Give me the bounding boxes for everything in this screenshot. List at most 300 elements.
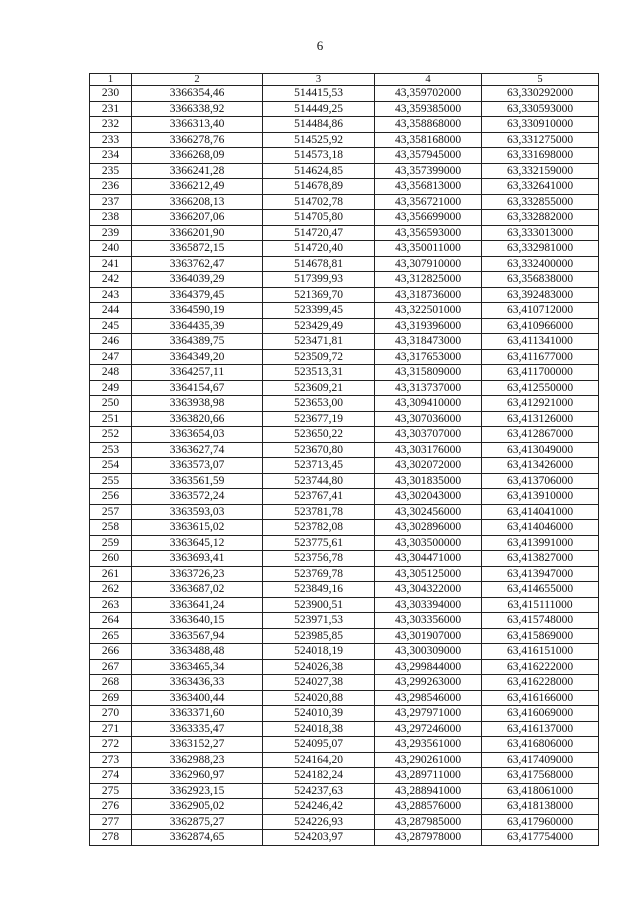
table-cell: 524010,39 xyxy=(263,706,375,722)
table-cell: 43,299844000 xyxy=(375,659,482,675)
table-cell: 524026,38 xyxy=(263,659,375,675)
table-cell: 63,417960000 xyxy=(482,814,599,830)
table-cell: 43,357945000 xyxy=(375,148,482,164)
table-cell: 43,287985000 xyxy=(375,814,482,830)
table-cell: 63,414655000 xyxy=(482,582,599,598)
table-cell: 514678,81 xyxy=(263,256,375,272)
table-cell: 43,359702000 xyxy=(375,86,482,102)
table-cell: 514525,92 xyxy=(263,132,375,148)
table-cell: 253 xyxy=(90,442,132,458)
table-cell: 63,332882000 xyxy=(482,210,599,226)
table-row xyxy=(90,241,599,257)
table-cell: 43,358168000 xyxy=(375,132,482,148)
table-cell: 523900,51 xyxy=(263,597,375,613)
table-row xyxy=(90,272,599,288)
table-cell: 236 xyxy=(90,179,132,195)
table-cell: 63,416228000 xyxy=(482,675,599,691)
table-cell: 3362905,02 xyxy=(132,799,263,815)
table-cell: 43,301907000 xyxy=(375,628,482,644)
table-cell: 63,412921000 xyxy=(482,396,599,412)
table-cell: 43,302896000 xyxy=(375,520,482,536)
table-row xyxy=(90,706,599,722)
table-cell: 43,301835000 xyxy=(375,473,482,489)
table-cell: 43,297971000 xyxy=(375,706,482,722)
coordinates-table xyxy=(89,73,599,846)
table-row xyxy=(90,613,599,629)
table-cell: 523985,85 xyxy=(263,628,375,644)
table-cell: 231 xyxy=(90,101,132,117)
table-cell: 63,413049000 xyxy=(482,442,599,458)
table-cell: 276 xyxy=(90,799,132,815)
table-row xyxy=(90,380,599,396)
table-cell: 514415,53 xyxy=(263,86,375,102)
table-cell: 274 xyxy=(90,768,132,784)
table-cell: 3363567,94 xyxy=(132,628,263,644)
table-cell: 63,416222000 xyxy=(482,659,599,675)
table-cell: 3364435,39 xyxy=(132,318,263,334)
table-cell: 43,288941000 xyxy=(375,783,482,799)
table-cell: 43,293561000 xyxy=(375,737,482,753)
table-cell: 273 xyxy=(90,752,132,768)
table-cell: 523429,49 xyxy=(263,318,375,334)
table-cell: 3366212,49 xyxy=(132,179,263,195)
table-cell: 258 xyxy=(90,520,132,536)
table-cell: 63,413706000 xyxy=(482,473,599,489)
table-cell: 266 xyxy=(90,644,132,660)
table-cell: 63,332855000 xyxy=(482,194,599,210)
table-cell: 63,333013000 xyxy=(482,225,599,241)
table-cell: 232 xyxy=(90,117,132,133)
table-cell: 3363615,02 xyxy=(132,520,263,536)
table-cell: 43,302456000 xyxy=(375,504,482,520)
table-cell: 63,332400000 xyxy=(482,256,599,272)
table-cell: 238 xyxy=(90,210,132,226)
table-row xyxy=(90,179,599,195)
table-cell: 245 xyxy=(90,318,132,334)
table-cell: 43,356699000 xyxy=(375,210,482,226)
table-row xyxy=(90,721,599,737)
table-cell: 43,302043000 xyxy=(375,489,482,505)
table-cell: 43,322501000 xyxy=(375,303,482,319)
table-cell: 43,304471000 xyxy=(375,551,482,567)
table-cell: 63,414041000 xyxy=(482,504,599,520)
table-cell: 523767,41 xyxy=(263,489,375,505)
table-cell: 43,357399000 xyxy=(375,163,482,179)
table-cell: 43,356813000 xyxy=(375,179,482,195)
table-cell: 63,417409000 xyxy=(482,752,599,768)
table-cell: 63,331275000 xyxy=(482,132,599,148)
table-row xyxy=(90,117,599,133)
table-row xyxy=(90,535,599,551)
table-cell: 3363573,07 xyxy=(132,458,263,474)
table-row xyxy=(90,86,599,102)
table-cell: 63,413426000 xyxy=(482,458,599,474)
table-cell: 3366201,90 xyxy=(132,225,263,241)
table-cell: 43,318736000 xyxy=(375,287,482,303)
table-cell: 523513,31 xyxy=(263,365,375,381)
table-cell: 63,417568000 xyxy=(482,768,599,784)
table-cell: 43,303356000 xyxy=(375,613,482,629)
table-cell: 43,302072000 xyxy=(375,458,482,474)
table-cell: 43,307910000 xyxy=(375,256,482,272)
table-row xyxy=(90,210,599,226)
table-cell: 262 xyxy=(90,582,132,598)
table-cell: 43,359385000 xyxy=(375,101,482,117)
table-cell: 523849,16 xyxy=(263,582,375,598)
table-cell: 3362874,65 xyxy=(132,830,263,846)
table-cell: 524020,88 xyxy=(263,690,375,706)
table-cell: 242 xyxy=(90,272,132,288)
table-cell: 514484,86 xyxy=(263,117,375,133)
table-row xyxy=(90,628,599,644)
table-cell: 234 xyxy=(90,148,132,164)
table-cell: 523650,22 xyxy=(263,427,375,443)
table-cell: 43,305125000 xyxy=(375,566,482,582)
table-cell: 524095,07 xyxy=(263,737,375,753)
table-row xyxy=(90,287,599,303)
table-cell: 524237,63 xyxy=(263,783,375,799)
table-cell: 63,412867000 xyxy=(482,427,599,443)
table-cell: 523781,78 xyxy=(263,504,375,520)
table-row xyxy=(90,427,599,443)
table-cell: 3363654,03 xyxy=(132,427,263,443)
table-cell: 43,307036000 xyxy=(375,411,482,427)
table-cell: 3366208,13 xyxy=(132,194,263,210)
table-cell: 63,392483000 xyxy=(482,287,599,303)
table-body xyxy=(90,86,599,846)
table-cell: 43,298546000 xyxy=(375,690,482,706)
table-cell: 43,356593000 xyxy=(375,225,482,241)
table-cell: 523971,53 xyxy=(263,613,375,629)
table-cell: 524018,38 xyxy=(263,721,375,737)
table-cell: 63,416151000 xyxy=(482,644,599,660)
table-cell: 264 xyxy=(90,613,132,629)
table-cell: 247 xyxy=(90,349,132,365)
table-cell: 3366268,09 xyxy=(132,148,263,164)
table-cell: 270 xyxy=(90,706,132,722)
table-row xyxy=(90,690,599,706)
table-cell: 63,413947000 xyxy=(482,566,599,582)
table-cell: 252 xyxy=(90,427,132,443)
table-cell: 3364039,29 xyxy=(132,272,263,288)
table-cell: 43,287978000 xyxy=(375,830,482,846)
table-cell: 523713,45 xyxy=(263,458,375,474)
table-cell: 514720,40 xyxy=(263,241,375,257)
table-cell: 3363488,48 xyxy=(132,644,263,660)
table-cell: 246 xyxy=(90,334,132,350)
table-cell: 278 xyxy=(90,830,132,846)
table-cell: 523653,00 xyxy=(263,396,375,412)
table-row xyxy=(90,458,599,474)
table-cell: 260 xyxy=(90,551,132,567)
table-row xyxy=(90,442,599,458)
table-cell: 3362960,97 xyxy=(132,768,263,784)
table-cell: 514678,89 xyxy=(263,179,375,195)
table-cell: 43,309410000 xyxy=(375,396,482,412)
table-cell: 514573,18 xyxy=(263,148,375,164)
table-cell: 237 xyxy=(90,194,132,210)
table-cell: 63,331698000 xyxy=(482,148,599,164)
table-row xyxy=(90,737,599,753)
table-cell: 43,303394000 xyxy=(375,597,482,613)
table-cell: 3366354,46 xyxy=(132,86,263,102)
table-cell: 267 xyxy=(90,659,132,675)
table-cell: 3366241,28 xyxy=(132,163,263,179)
table-row xyxy=(90,365,599,381)
table-cell: 523769,78 xyxy=(263,566,375,582)
table-cell: 523744,80 xyxy=(263,473,375,489)
table-cell: 265 xyxy=(90,628,132,644)
column-header: 2 xyxy=(132,74,263,86)
table-cell: 63,332981000 xyxy=(482,241,599,257)
table-cell: 3364389,75 xyxy=(132,334,263,350)
table-row xyxy=(90,194,599,210)
table-row xyxy=(90,504,599,520)
table-cell: 63,413910000 xyxy=(482,489,599,505)
table-cell: 63,330910000 xyxy=(482,117,599,133)
table-cell: 514720,47 xyxy=(263,225,375,241)
table-cell: 277 xyxy=(90,814,132,830)
table-row xyxy=(90,163,599,179)
table-row xyxy=(90,473,599,489)
table-cell: 43,304322000 xyxy=(375,582,482,598)
table-header-row xyxy=(90,74,599,86)
table-cell: 239 xyxy=(90,225,132,241)
table-cell: 63,410966000 xyxy=(482,318,599,334)
table-cell: 63,416137000 xyxy=(482,721,599,737)
table-cell: 249 xyxy=(90,380,132,396)
table-row xyxy=(90,783,599,799)
column-header: 4 xyxy=(375,74,482,86)
table-cell: 523782,08 xyxy=(263,520,375,536)
table-cell: 524203,97 xyxy=(263,830,375,846)
table-cell: 524226,93 xyxy=(263,814,375,830)
table-row xyxy=(90,830,599,846)
table-cell: 521369,70 xyxy=(263,287,375,303)
table-row xyxy=(90,768,599,784)
table-row xyxy=(90,334,599,350)
table-cell: 230 xyxy=(90,86,132,102)
table-row xyxy=(90,148,599,164)
table-cell: 269 xyxy=(90,690,132,706)
table-cell: 524164,20 xyxy=(263,752,375,768)
table-cell: 63,413991000 xyxy=(482,535,599,551)
table-cell: 63,411341000 xyxy=(482,334,599,350)
table-cell: 3363645,12 xyxy=(132,535,263,551)
table-cell: 514624,85 xyxy=(263,163,375,179)
table-cell: 3363820,66 xyxy=(132,411,263,427)
table-cell: 275 xyxy=(90,783,132,799)
column-header: 1 xyxy=(90,74,132,86)
table-row xyxy=(90,659,599,675)
table-row xyxy=(90,752,599,768)
table-cell: 248 xyxy=(90,365,132,381)
table-cell: 43,319396000 xyxy=(375,318,482,334)
table-cell: 63,413827000 xyxy=(482,551,599,567)
table-cell: 63,416069000 xyxy=(482,706,599,722)
table-cell: 3366207,06 xyxy=(132,210,263,226)
table-cell: 63,416166000 xyxy=(482,690,599,706)
table-row xyxy=(90,551,599,567)
table-cell: 3363687,02 xyxy=(132,582,263,598)
table-row xyxy=(90,520,599,536)
table-row xyxy=(90,799,599,815)
table-cell: 3363627,74 xyxy=(132,442,263,458)
table-cell: 254 xyxy=(90,458,132,474)
table-cell: 250 xyxy=(90,396,132,412)
table-cell: 259 xyxy=(90,535,132,551)
table-cell: 514449,25 xyxy=(263,101,375,117)
table-cell: 43,303707000 xyxy=(375,427,482,443)
table-cell: 514702,78 xyxy=(263,194,375,210)
table-cell: 3364257,11 xyxy=(132,365,263,381)
table-row xyxy=(90,225,599,241)
table-cell: 43,297246000 xyxy=(375,721,482,737)
table-cell: 43,315809000 xyxy=(375,365,482,381)
table-cell: 3363561,59 xyxy=(132,473,263,489)
table-cell: 3363593,03 xyxy=(132,504,263,520)
table-cell: 3363465,34 xyxy=(132,659,263,675)
table-cell: 3363371,60 xyxy=(132,706,263,722)
table-cell: 251 xyxy=(90,411,132,427)
table-cell: 3363572,24 xyxy=(132,489,263,505)
table-cell: 3364590,19 xyxy=(132,303,263,319)
table-cell: 63,410712000 xyxy=(482,303,599,319)
table-row xyxy=(90,597,599,613)
table-cell: 523609,21 xyxy=(263,380,375,396)
table-row xyxy=(90,349,599,365)
table-row xyxy=(90,303,599,319)
table-cell: 63,415748000 xyxy=(482,613,599,629)
table-cell: 523399,45 xyxy=(263,303,375,319)
table-cell: 243 xyxy=(90,287,132,303)
table-row xyxy=(90,675,599,691)
table-cell: 3366338,92 xyxy=(132,101,263,117)
table-cell: 3364379,45 xyxy=(132,287,263,303)
table-cell: 43,290261000 xyxy=(375,752,482,768)
table-cell: 43,312825000 xyxy=(375,272,482,288)
column-header: 5 xyxy=(482,74,599,86)
column-header: 3 xyxy=(263,74,375,86)
table-cell: 43,358868000 xyxy=(375,117,482,133)
table-cell: 240 xyxy=(90,241,132,257)
table-cell: 523775,61 xyxy=(263,535,375,551)
table-cell: 3363335,47 xyxy=(132,721,263,737)
table-cell: 63,332159000 xyxy=(482,163,599,179)
table-cell: 233 xyxy=(90,132,132,148)
table-row xyxy=(90,256,599,272)
table-cell: 43,300309000 xyxy=(375,644,482,660)
table-cell: 63,418138000 xyxy=(482,799,599,815)
table-cell: 63,417754000 xyxy=(482,830,599,846)
table-cell: 63,411700000 xyxy=(482,365,599,381)
table-cell: 3364349,20 xyxy=(132,349,263,365)
table-cell: 43,289711000 xyxy=(375,768,482,784)
table-cell: 63,356838000 xyxy=(482,272,599,288)
table-cell: 524182,24 xyxy=(263,768,375,784)
table-cell: 43,350011000 xyxy=(375,241,482,257)
table-cell: 256 xyxy=(90,489,132,505)
table-cell: 3363436,33 xyxy=(132,675,263,691)
table-cell: 63,418061000 xyxy=(482,783,599,799)
table-cell: 63,414046000 xyxy=(482,520,599,536)
table-cell: 3363938,98 xyxy=(132,396,263,412)
table-cell: 63,412550000 xyxy=(482,380,599,396)
table-row xyxy=(90,101,599,117)
table-cell: 263 xyxy=(90,597,132,613)
table-row xyxy=(90,566,599,582)
table-cell: 257 xyxy=(90,504,132,520)
table-cell: 523471,81 xyxy=(263,334,375,350)
table-cell: 3363400,44 xyxy=(132,690,263,706)
table-cell: 63,415111000 xyxy=(482,597,599,613)
table-cell: 43,318473000 xyxy=(375,334,482,350)
table-row xyxy=(90,132,599,148)
table-cell: 3363641,24 xyxy=(132,597,263,613)
table-cell: 517399,93 xyxy=(263,272,375,288)
table-cell: 514705,80 xyxy=(263,210,375,226)
table-cell: 3366313,40 xyxy=(132,117,263,133)
table-cell: 63,416806000 xyxy=(482,737,599,753)
table-cell: 63,332641000 xyxy=(482,179,599,195)
table-cell: 3365872,15 xyxy=(132,241,263,257)
table-row xyxy=(90,396,599,412)
table-cell: 524027,38 xyxy=(263,675,375,691)
table-row xyxy=(90,411,599,427)
table-cell: 523677,19 xyxy=(263,411,375,427)
table-cell: 63,411677000 xyxy=(482,349,599,365)
table-cell: 63,330593000 xyxy=(482,101,599,117)
table-row xyxy=(90,814,599,830)
table-row xyxy=(90,582,599,598)
table-row xyxy=(90,318,599,334)
table-cell: 63,330292000 xyxy=(482,86,599,102)
table-cell: 261 xyxy=(90,566,132,582)
table-cell: 244 xyxy=(90,303,132,319)
table-cell: 523670,80 xyxy=(263,442,375,458)
table-cell: 524246,42 xyxy=(263,799,375,815)
table-cell: 271 xyxy=(90,721,132,737)
table-cell: 43,317653000 xyxy=(375,349,482,365)
table-cell: 63,415869000 xyxy=(482,628,599,644)
page-number: 6 xyxy=(316,38,324,53)
table-cell: 524018,19 xyxy=(263,644,375,660)
table-cell: 63,413126000 xyxy=(482,411,599,427)
table-cell: 3363726,23 xyxy=(132,566,263,582)
table-cell: 3363762,47 xyxy=(132,256,263,272)
table-row xyxy=(90,489,599,505)
table-cell: 43,288576000 xyxy=(375,799,482,815)
table-cell: 268 xyxy=(90,675,132,691)
table-cell: 3366278,76 xyxy=(132,132,263,148)
table-cell: 43,313737000 xyxy=(375,380,482,396)
table-cell: 3362988,23 xyxy=(132,752,263,768)
table-cell: 523756,78 xyxy=(263,551,375,567)
table-cell: 272 xyxy=(90,737,132,753)
table-cell: 3363640,15 xyxy=(132,613,263,629)
table-cell: 43,303500000 xyxy=(375,535,482,551)
table-cell: 3363693,41 xyxy=(132,551,263,567)
table-cell: 3364154,67 xyxy=(132,380,263,396)
table-row xyxy=(90,644,599,660)
table-cell: 255 xyxy=(90,473,132,489)
table-cell: 43,303176000 xyxy=(375,442,482,458)
table-cell: 235 xyxy=(90,163,132,179)
table-cell: 241 xyxy=(90,256,132,272)
table-cell: 523509,72 xyxy=(263,349,375,365)
table-cell: 3362923,15 xyxy=(132,783,263,799)
table-cell: 3362875,27 xyxy=(132,814,263,830)
